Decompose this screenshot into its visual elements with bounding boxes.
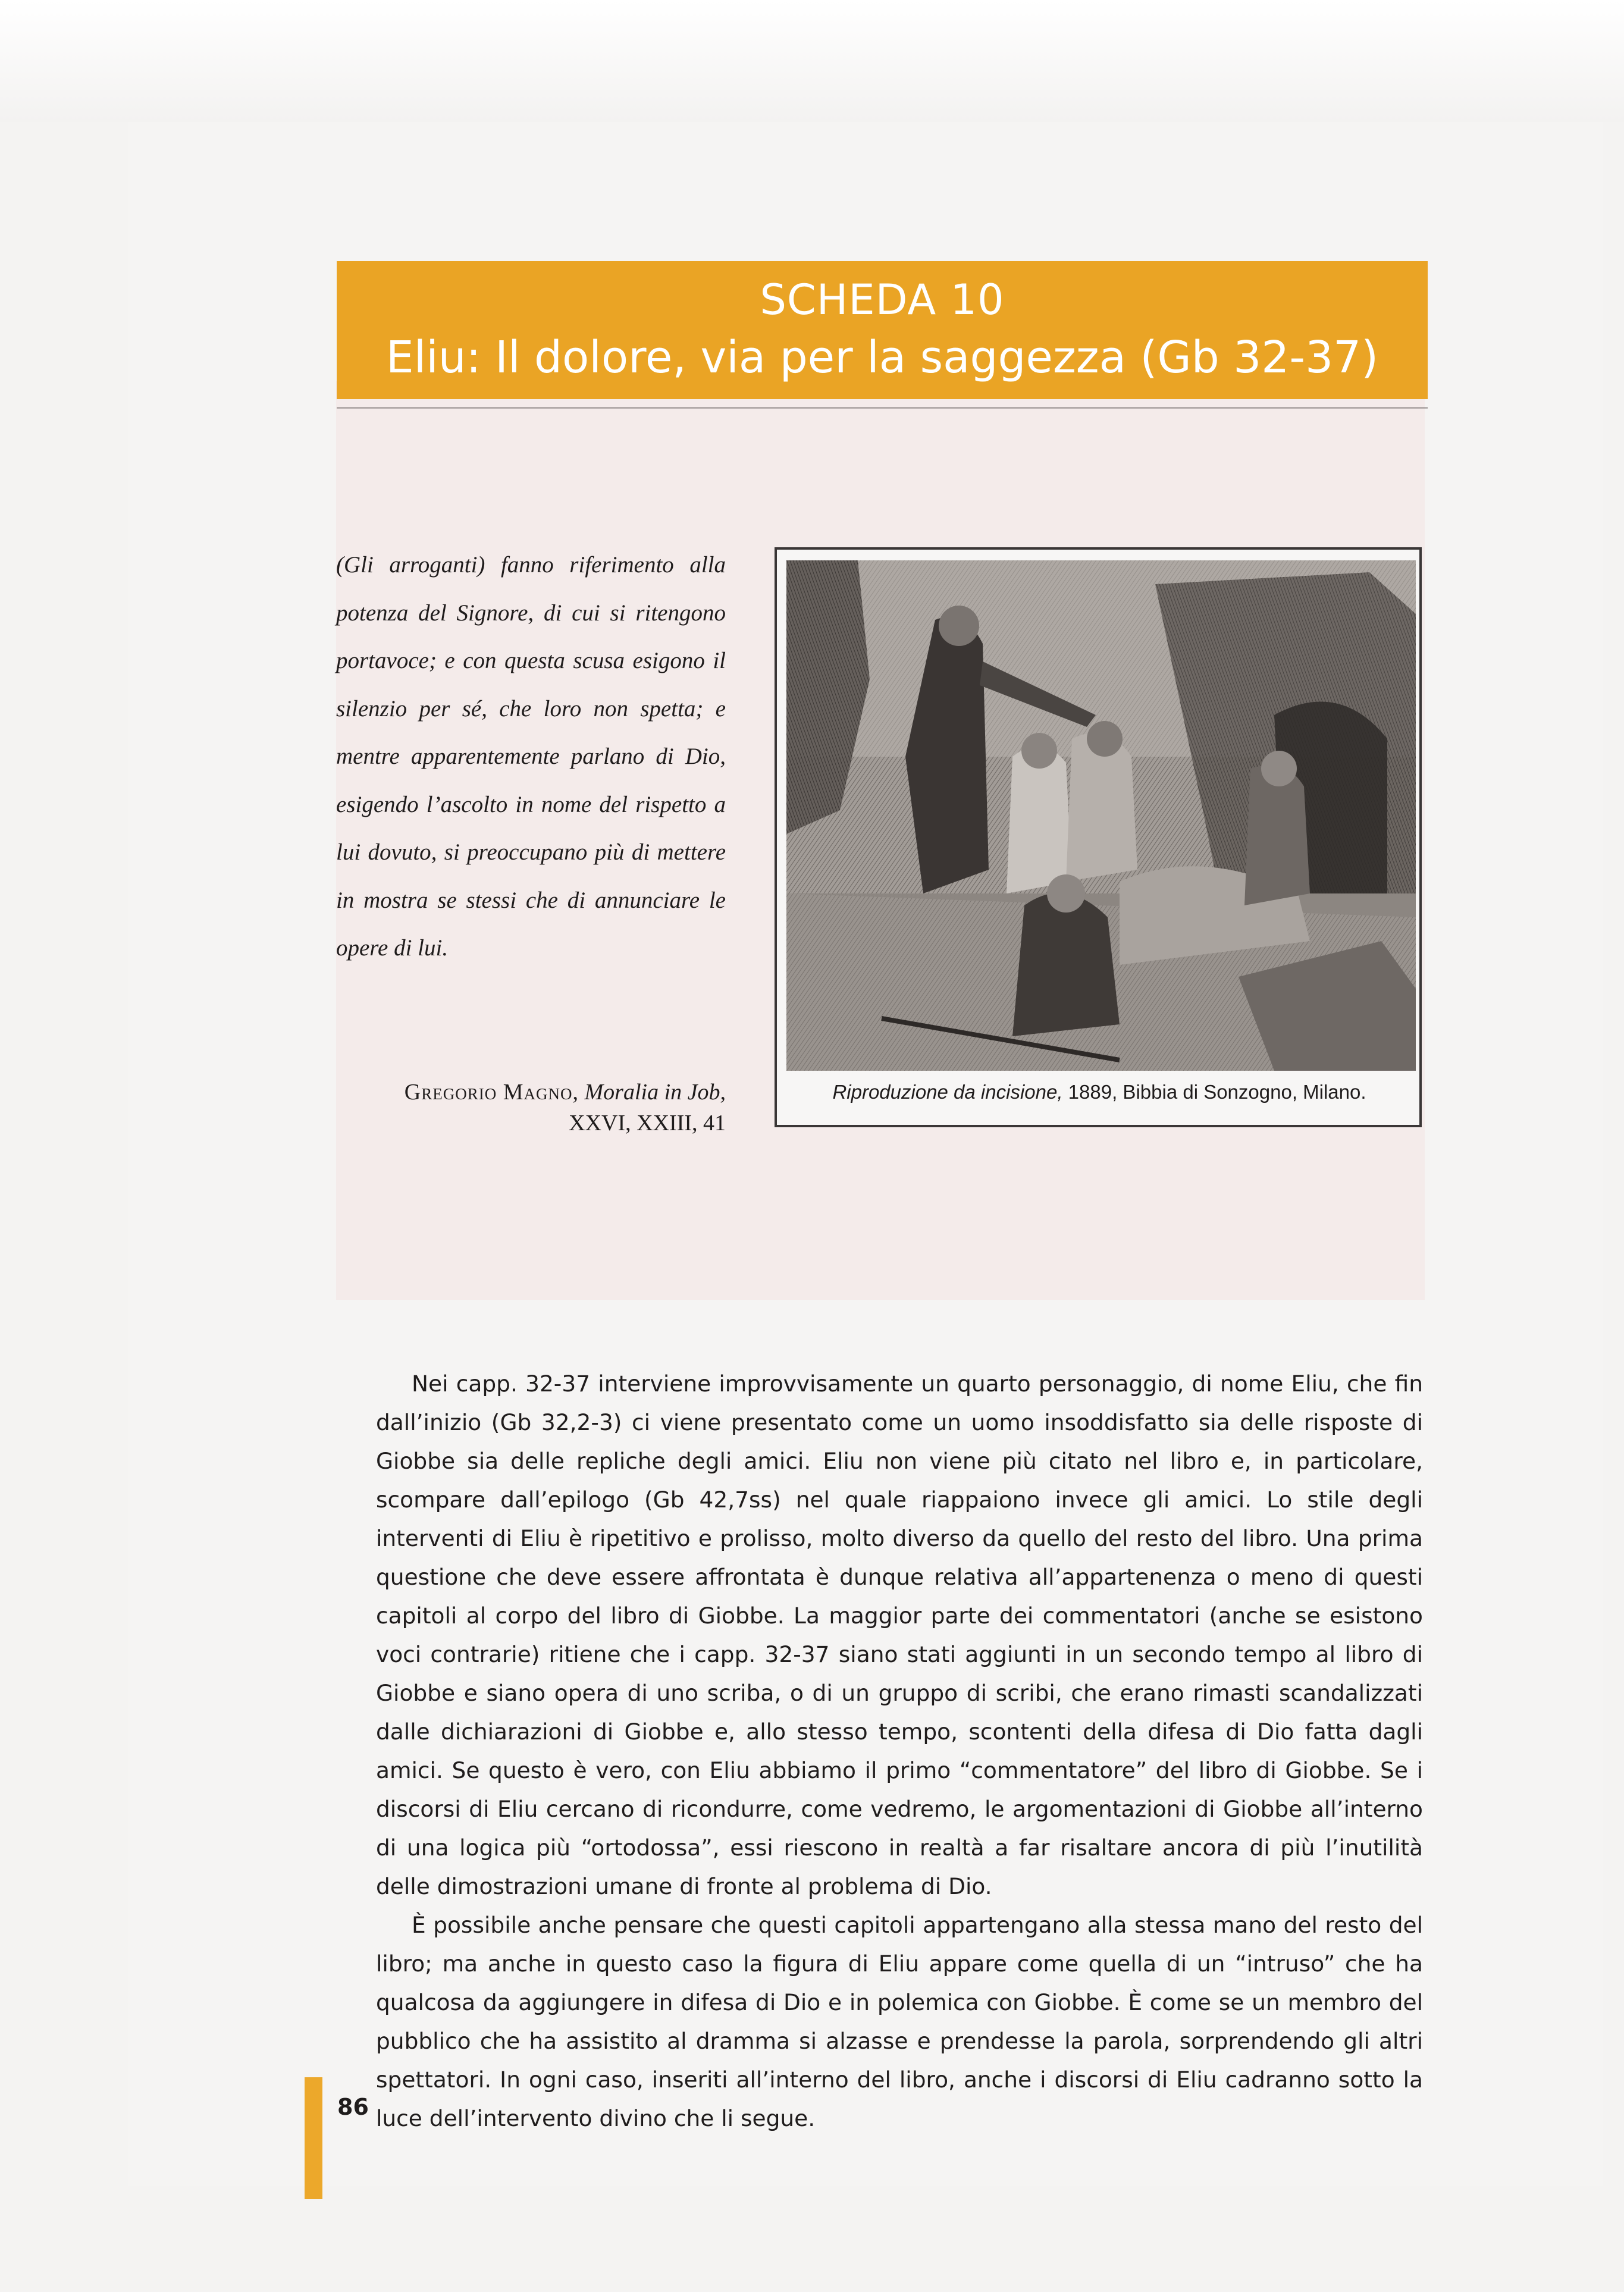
header-divider bbox=[337, 407, 1428, 409]
quote-citation bbox=[333, 1077, 726, 1139]
body-paragraph-1: Nei capp. 32-37 interviene improvvisamente un quarto personaggio, di nome Eliu, che fin dall’inizio (Gb 32,2-3) ci viene presentato come un uomo insoddisfatto sia delle risposte di Giobbe sia delle repliche degli amici. Eliu non viene più citato nel libro e, in particolare, scompare dall’epilogo (Gb 42,7ss) nel quale riappaiono invece gli amici. Lo stile degli interventi di Eliu è ripetitivo e prolisso, molto diverso da quello del resto del libro. Una prima questione che deve essere affrontata è dunque relativa all’appartenenza o meno di questi capitoli al corpo del libro di Giobbe. La maggior parte dei commentatori (anche se esistono voci contrarie) ritiene che i capp. 32-37 siano stati aggiunti in un secondo tempo al libro di Giobbe e siano opera di uno scriba, o di un gruppo di scribi, che erano rimasti scandalizzati dalle dichiarazioni di Giobbe e, allo stesso tempo, scontenti della difesa di Dio fatta dagli amici. Se questo è vero, con Eliu abbiamo il primo “commentatore” del libro di Giobbe. Se i discorsi di Eliu cercano di ricondurre, come vedremo, le argomentazioni di Giobbe all’interno di una logica più “ortodossa”, essi riescono in realtà a far risaltare ancora di più l’inutilità delle dimostrazioni umane di fronte al problema di Dio. bbox=[376, 1371, 1423, 1899]
page-number: 86 bbox=[337, 2094, 369, 2120]
caption-details: 1889, Bibbia di Sonzogno, Milano. bbox=[1062, 1081, 1366, 1103]
figure-caption bbox=[784, 1079, 1415, 1105]
scheda-title: Eliu: Il dolore, via per la saggezza (Gb 32-37) bbox=[385, 332, 1379, 383]
page-accent-bar bbox=[305, 2077, 322, 2199]
citation-author: Gregorio Magno, bbox=[404, 1080, 579, 1105]
scheda-number: SCHEDA 10 bbox=[760, 275, 1005, 324]
engraving-image bbox=[786, 560, 1416, 1071]
citation-work: Moralia in Job, bbox=[584, 1080, 726, 1105]
scheda-header bbox=[337, 261, 1428, 399]
scan-background bbox=[0, 0, 1624, 122]
main-text bbox=[376, 1365, 1423, 2138]
caption-source: Riproduzione da incisione, bbox=[832, 1081, 1063, 1103]
citation-reference: XXVI, XXIII, 41 bbox=[569, 1111, 726, 1136]
quote-text: (Gli arroganti) fanno riferimento alla potenza del Signore, di cui si ritengono portavoce; e con questa scusa esigono il silenzio per sé, che loro non spetta; e mentre apparentemente parlano di Dio, esigendo l’ascolto in nome del rispetto a lui dovuto, si preoccupano più di mettere in mostra se stessi che di annunciare le opere di lui. bbox=[336, 552, 726, 961]
citation-line-1 bbox=[333, 1077, 726, 1108]
epigraph-quote bbox=[336, 541, 726, 973]
body-paragraph-2: È possibile anche pensare che questi capitoli appartengano alla stessa mano del resto del libro; ma anche in questo caso la figura di Eliu appare come quella di un “intruso” che ha qualcosa da aggiungere in difesa di Dio e in polemica con Giobbe. È come se un membro del pubblico che ha assistito al dramma si alzasse e prendesse la parola, sorprendendo gli altri spettatori. In ogni caso, inseriti all’interno del libro, anche i discorsi di Eliu cadranno sotto la luce dell’intervento divino che li segue. bbox=[376, 1912, 1423, 2131]
